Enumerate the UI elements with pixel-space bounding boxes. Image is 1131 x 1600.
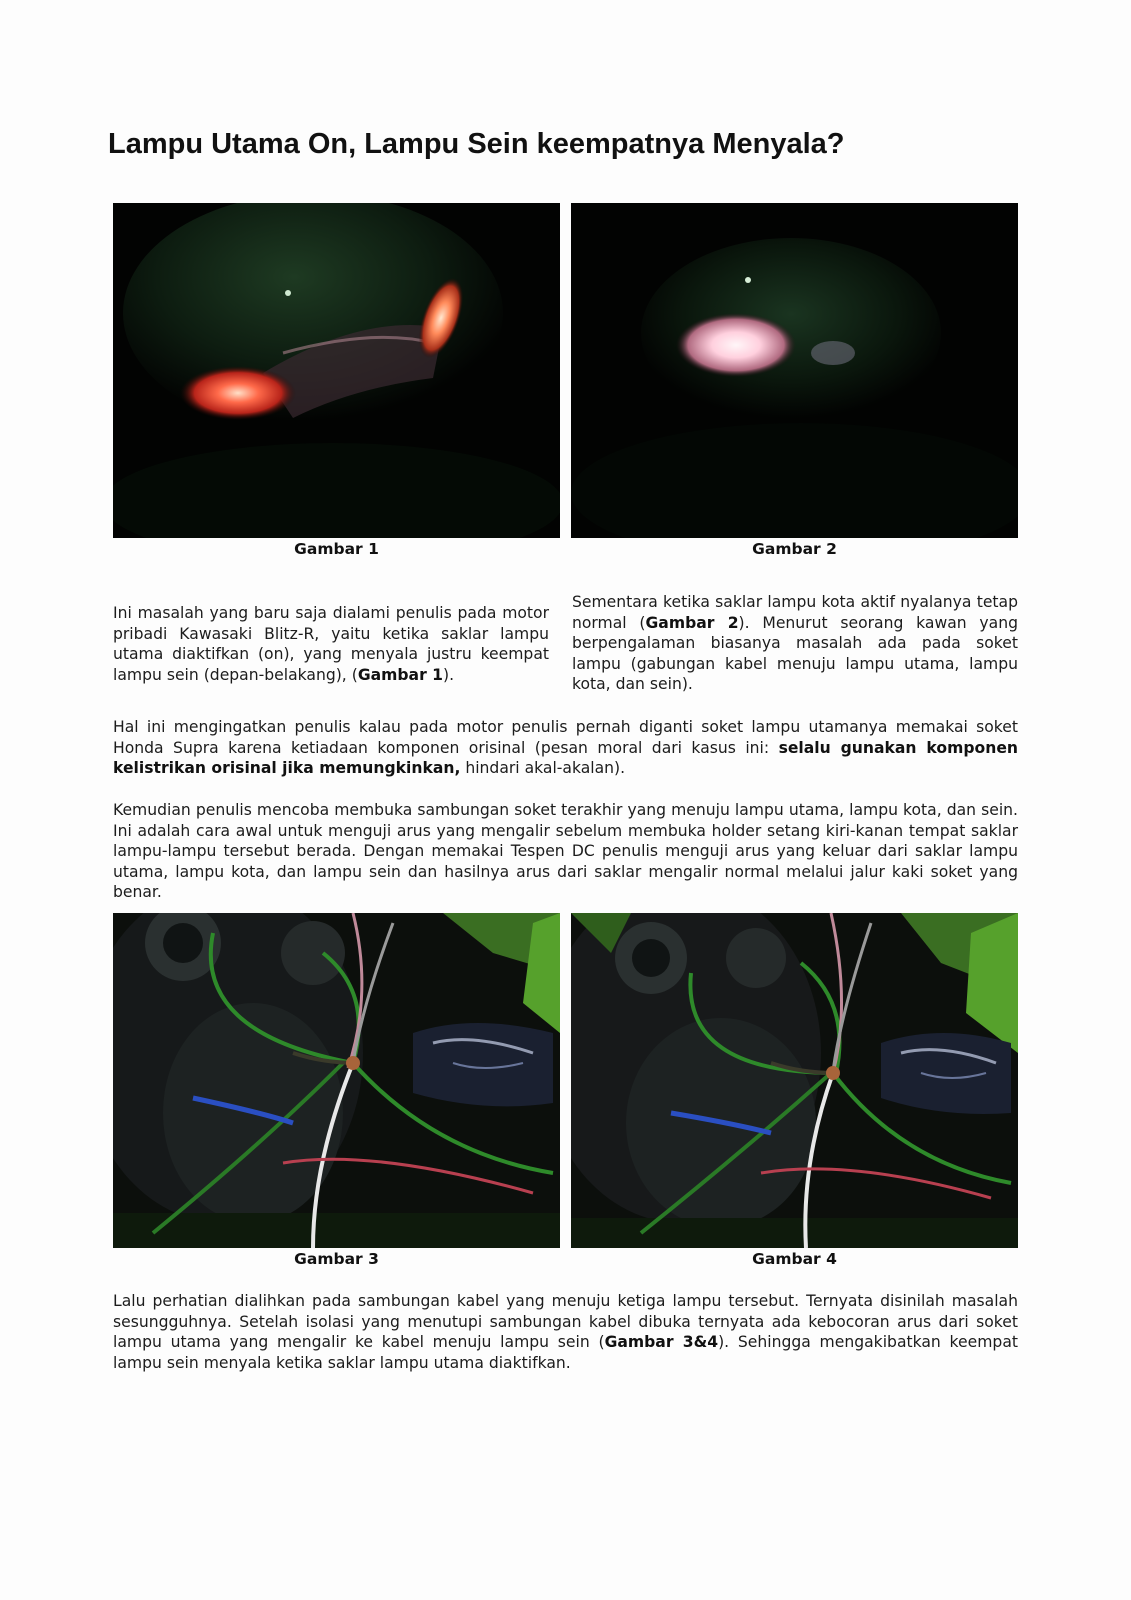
intro-text: Ini masalah yang baru saja dialami penulis pada motor pribadi Kawasaki Blitz-R, yaitu ketika saklar lampu utama diaktifkan (on), yang menyala justru keempat lampu sein (depan-belakang), ( bbox=[113, 604, 549, 684]
figure-1-caption: Gambar 1 bbox=[294, 540, 379, 558]
figure-4-caption: Gambar 4 bbox=[752, 1250, 837, 1268]
moral-message: selalu gunakan komponen kelistrikan orisinal jika memungkinkan, bbox=[113, 738, 1019, 778]
intro-paragraph bbox=[113, 603, 549, 685]
socket-paragraph bbox=[113, 717, 1018, 779]
socket-text-end: hindari akal-akalan). bbox=[460, 759, 626, 778]
intro-figure-ref: Gambar 1 bbox=[357, 665, 444, 684]
conclusion-figure-ref: Gambar 3&4 bbox=[604, 1333, 719, 1352]
conclusion-paragraph bbox=[113, 1291, 1018, 1373]
figure-1-photo bbox=[113, 203, 560, 538]
parking-light-text: Sementara ketika saklar lampu kota aktif nyalanya tetap normal ( bbox=[572, 593, 1018, 632]
figure-3-photo bbox=[113, 913, 560, 1248]
parking-light-figure-ref: Gambar 2 bbox=[645, 613, 739, 632]
conclusion-text: Lalu perhatian dialihkan pada sambungan kabel yang menuju ketiga lampu tersebut. Ternyata disinilah masalah sesungguhnya. Setelah isolasi yang menutupi sambungan kabel dibuka ternyata ada kebocoran arus dari soket lampu utama yang mengalir ke kabel menuju lampu sein ( bbox=[113, 1292, 1018, 1352]
socket-text: Hal ini mengingatkan penulis kalau pada motor penulis pernah diganti soket lampu utamanya memakai soket Honda Supra karena ketiadaan komponen orisinal (pesan moral dari kasus ini: bbox=[113, 718, 1018, 757]
figure-2-photo bbox=[571, 203, 1018, 538]
figure-4-photo bbox=[571, 913, 1018, 1248]
intro-text-end: ). bbox=[443, 665, 455, 684]
parking-light-paragraph bbox=[572, 592, 1018, 695]
figure-3-caption: Gambar 3 bbox=[294, 1250, 379, 1268]
page-title: Lampu Utama On, Lampu Sein keempatnya Menyala? bbox=[108, 128, 845, 160]
figure-2-caption: Gambar 2 bbox=[752, 540, 837, 558]
parking-light-text-end: ). Menurut seorang kawan yang berpengalaman biasanya masalah ada pada soket lampu (gabungan kabel menuju lampu utama, lampu kota, dan sein). bbox=[572, 613, 1018, 694]
testing-paragraph: Kemudian penulis mencoba membuka sambungan soket terakhir yang menuju lampu utama, lampu kota, dan sein. Ini adalah cara awal untuk menguji arus yang mengalir sebelum membuka holder setang kiri-kanan tempat saklar lampu-lampu tersebut berada. Dengan memakai Tespen DC penulis menguji arus yang keluar dari saklar lampu utama, lampu kota, dan lampu sein dan hasilnya arus dari saklar mengalir normal melalui jalur kaki soket yang benar. bbox=[113, 801, 1018, 902]
conclusion-text-end: ). Sehingga mengakibatkan keempat lampu sein menyala ketika saklar lampu utama diaktifkan. bbox=[113, 1333, 1018, 1372]
